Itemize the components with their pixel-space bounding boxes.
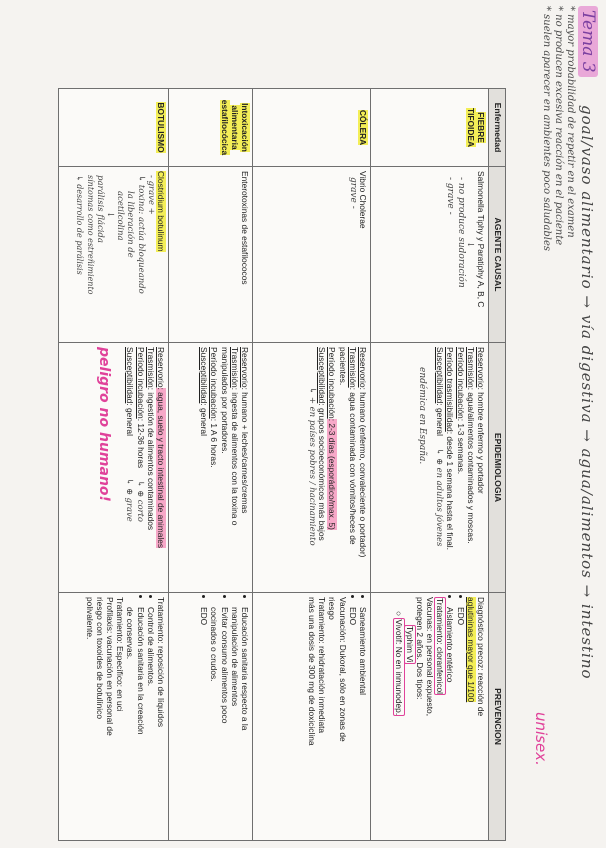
epi-label: Susceptibilidad [125, 347, 136, 404]
agent-note: grave - [347, 177, 358, 209]
epi-text: : ingesta de alimentos con la toxina o [229, 387, 240, 526]
disease-name-cell [371, 89, 489, 167]
epi-label: Reservorio [476, 347, 486, 388]
epi-label: Período incubación [209, 347, 220, 419]
prevention-cell [59, 593, 169, 841]
list-item: • EDO [199, 607, 209, 836]
epidemiology-cell [59, 343, 169, 593]
epi-note: ↳ ⊕ corto [135, 480, 146, 522]
prev-line: protegen 2 años. Dos tipos: [414, 597, 425, 700]
disease-table [58, 88, 506, 841]
epi-text: : humano (enfermo, convaleciente o portador) [358, 387, 368, 558]
agent-note: - grave + [145, 175, 156, 215]
epi-text: : grupos socioeconómicos más bajos [317, 403, 328, 541]
agent-note: acetilcolina [115, 191, 126, 241]
epi-label: Período incubación [327, 347, 338, 419]
epidemiology-cell [253, 343, 371, 593]
prev-line: más una dosis de 300 mg de doxiciclina [306, 597, 317, 746]
prev-line: riesgo [327, 597, 338, 620]
epi-text: : 12-36 horas [135, 418, 146, 469]
list-item: • EDO [348, 607, 358, 836]
prev-line: Profilaxis: vacunación en personal de [104, 597, 115, 736]
list-item: • Saneamiento ambiental [358, 607, 368, 836]
epi-text: : humano + leches/carnes/cremas [240, 387, 250, 514]
epi-text: : agua contaminada con vómitos/heces de [347, 387, 358, 545]
prev-line: Tratamiento: rehidratación inmediata [317, 597, 328, 734]
epi-text: pacientes. [337, 347, 348, 386]
epi-text: : general [199, 403, 210, 436]
list-item: • Control de alimentos. [146, 607, 156, 836]
list-item: • Educación sanitaria respecto a la manipulación de alimentos [230, 607, 250, 836]
prev-line: aglutininas mayor que 1/100 [465, 597, 476, 703]
epi-label: Trasmisión [347, 347, 358, 388]
list-item: • Aislamiento entérico [445, 607, 455, 836]
prev-line: Vivotif: No en inmunodep. [394, 619, 405, 716]
agent-text: Vibrio Cholerae [358, 171, 368, 229]
pink-handwritten-note: unisex. [532, 712, 550, 766]
prevention-cell [253, 593, 371, 841]
agent-note: ↓ [465, 241, 476, 249]
topic-badge: Tema 3 [578, 6, 598, 77]
epi-label: Susceptibilidad [435, 347, 446, 404]
header-prevencion: PREVENCION [489, 593, 506, 841]
note-line: * mayor probabilidad de repetir en el examen [565, 6, 576, 238]
epi-label: Susceptibilidad [199, 347, 210, 404]
header-enfermedad: Enfermedad [489, 89, 506, 167]
table-row [253, 89, 371, 841]
epi-label: Trasmisión [145, 347, 156, 388]
epi-text: : hombre enfermo y portador [476, 387, 486, 494]
epi-text: : ingestión de alimentos contaminados [145, 387, 156, 531]
epidemiology-cell [169, 343, 253, 593]
agent-note: la liberación de [125, 191, 136, 258]
agent-text: Enterotoxinas de estafilococos [240, 171, 250, 285]
table-row [371, 89, 489, 841]
disease-name: CÓLERA [358, 109, 368, 146]
epi-note: ↳ + en países pobres / hacinamiento [306, 387, 317, 546]
agent-note: ↳ toxina: actúa bloqueando [135, 175, 146, 294]
epi-text: : general [125, 403, 136, 436]
agent-note: - no produce sudoración [455, 177, 466, 288]
agent-cell [371, 167, 489, 343]
epi-label: Reservorio [358, 347, 368, 388]
table-row [169, 89, 253, 841]
epi-text: : 1-3 semanas. [455, 418, 466, 475]
table-header-row [489, 89, 506, 841]
epi-text: : agua/alimentos contaminados y moscas. [465, 387, 476, 544]
epi-label: Reservorio [156, 347, 166, 388]
epi-text: : general [435, 403, 446, 436]
prevention-cell: Diagnóstico precoz: reacción de aglutininas mayor que 1/100 • EDO • Aislamiento entérico Tratamiento: cloranfenicol Vacunas: en personal expuesto, protegen 2 años. Dos tipos: Typhim Vi ○ Vivotif: No en inmunodep. [371, 593, 489, 841]
header-agente: AGENTE CAUSAL [489, 167, 506, 343]
disease-name: BOTULISMO [156, 102, 166, 153]
agent-note: síntomas como estreñimiento [85, 175, 95, 295]
prev-line: Tratamiento: Específico: en uci [115, 597, 126, 712]
list-item: • Educación sanitaria en la creación de conservas. [125, 607, 145, 836]
prev-line: Typhim Vi [404, 626, 415, 663]
prev-line: Vacunación: Dukoral, sólo en zonas de [337, 597, 348, 742]
prevention-list [445, 597, 465, 836]
prev-line: Tratamiento: cloranfenicol [435, 598, 446, 695]
epi-note: ↳ ⊕ grave [125, 478, 136, 522]
disease-name: FIEBRE TIFOIDEA [465, 107, 486, 148]
note-line: * suelen aparecer en ambientes poco saludables [541, 6, 552, 252]
prevention-cell [169, 593, 253, 841]
agent-cell [253, 167, 371, 343]
disease-name: Intoxicación alimentaria estafilocócica [219, 99, 250, 156]
epi-note: endémica en España. [416, 367, 427, 465]
epi-label: Período incubación [455, 347, 466, 419]
agent-text: Salmonella Tiphy y Paratiphy A, B, C [476, 171, 486, 308]
table-row [59, 89, 169, 841]
agent-note: - grave - [445, 177, 456, 215]
epi-label: Trasmisión [229, 347, 240, 388]
prev-line: Vacunas: en personal expuesto, [424, 597, 435, 717]
prevention-list [199, 597, 250, 836]
agent-cell [59, 167, 169, 343]
agent-note: ↓ [104, 211, 115, 219]
disease-name-cell [59, 89, 169, 167]
note-line: * no producen excesiva reacción en el paciente [553, 6, 564, 246]
agent-note: parálisis flácida [94, 175, 105, 243]
epidemiology-cell [371, 343, 489, 593]
agent-text: Clostridium botulinum [156, 171, 166, 252]
handwritten-notes [540, 6, 576, 251]
prev-line: polivalente. [84, 597, 95, 640]
list-item: • Evitar consumo alimentos poco cocinados o crudos. [209, 607, 229, 836]
epi-label: Período incubación [135, 347, 146, 419]
prev-line: Tratamiento: reposición de líquidos [156, 597, 166, 728]
epi-label: Reservorio [240, 347, 250, 388]
epi-note: ↳ ⊕ en adultos jóvenes [435, 448, 446, 547]
handwritten-heading: goal/vaso alimentario → vía digestiva → agua/alimentos → intestino [578, 105, 596, 680]
epi-label: Susceptibilidad [317, 347, 328, 404]
pink-warning-note: peligro no humano! [96, 347, 113, 502]
prevention-list [125, 597, 156, 836]
prev-line: Diagnóstico precoz: reacción de [476, 597, 486, 717]
epi-text: : 1 A 6 horas. [209, 418, 220, 468]
prev-line: riesgo con toxoides de botulínico [94, 597, 105, 719]
disease-name-cell [253, 89, 371, 167]
prevention-list [348, 597, 368, 836]
epi-label: Trasmisión [465, 347, 476, 388]
header-epidemiologia: EPIDEMIOLOGIA [489, 343, 506, 593]
list-item: • EDO [455, 607, 465, 836]
epi-text: : 2-3 días (esporádico/max. 5) [327, 418, 338, 530]
epi-label: Período trasmisibilidad [445, 347, 456, 432]
disease-name-cell [169, 89, 253, 167]
epi-text: : agua, suelo y tracto intestinal de animales [156, 387, 166, 549]
epi-text: manipulados por portadores. [219, 347, 230, 454]
epi-text: : desde 1 semana hasta el final. [445, 431, 456, 550]
agent-note: ↳ desarrollo de parálisis [75, 175, 85, 275]
agent-cell [169, 167, 253, 343]
